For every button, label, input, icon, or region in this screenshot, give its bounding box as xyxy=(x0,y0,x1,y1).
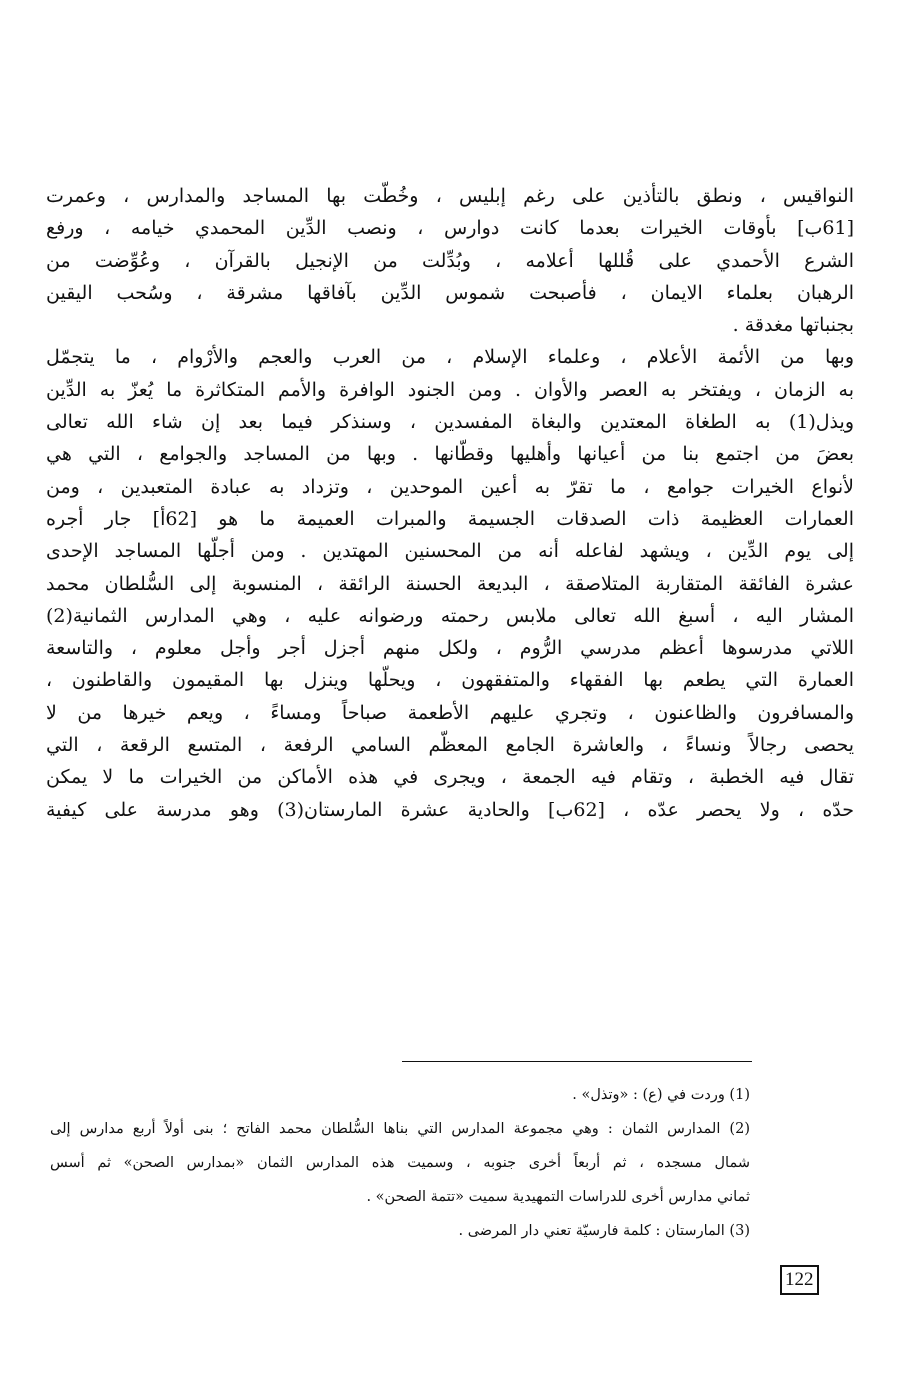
footnote-divider xyxy=(402,1061,752,1062)
text-line: والمسافرون والظاعنون ، وتجري عليهم الأطعمة صباحاً ومساءً ، ويعم خيرها من لا xyxy=(46,701,854,724)
text-line: الشرع الأحمدي على قُللها أعلامه ، وبُدِّلت من الإنجيل بالقرآن ، وعُوِّضت من xyxy=(46,249,854,272)
footnote-line: شمال مسجده ، ثم أربعاً أخرى جنوبه ، وسميت هذه المدارس الثمان «بمدارس الصحن» ثم أسس xyxy=(50,1155,750,1171)
footnotes xyxy=(50,1078,750,1248)
text-line: النواقيس ، ونطق بالتأذين على رغم إبليس ، وخُطّت بها المساجد والمدارس ، وعمرت xyxy=(46,185,854,207)
text-line: إلى يوم الدِّين ، ويشهد لفاعله أنه من المحسنين المهتدين . ومن أجلّها المساجد الإحدى xyxy=(46,540,854,563)
text-line: العمارة التي يطعم بها الفقهاء والمتفقهون ، ويحلّها وينزل بها المقيمون والقاطنون ، xyxy=(46,669,854,692)
text-line: العمارات العظيمة ذات الصدقات الجسيمة والمبرات العميمة ما هو [62أ] جار أجره xyxy=(46,507,854,530)
text-line: يحصى رجالاً ونساءً ، والعاشرة الجامع المعظّم السامي الرفعة ، المتسع الرقعة ، التي xyxy=(46,734,854,757)
text-line: وبها من الأئمة الأعلام ، وعلماء الإسلام ، من العرب والعجم والأرْوام ، ما يتجمّل xyxy=(46,346,854,369)
text-line: بعضَ من اجتمع بنا من أعيانها وأهليها وقطّانها . وبها من المساجد والجوامع ، التي هي xyxy=(46,443,854,466)
text-line: المشار اليه ، أسبغ الله تعالى ملابس رحمته ورضوانه عليه ، وهي المدارس الثمانية(2) xyxy=(46,604,854,627)
text-line: ويذل(1) به الطغاة المعتدين والبغاة المفسدين ، وسنذكر فيما بعد إن شاء الله تعالى xyxy=(46,411,854,434)
text-line: اللاتي مدرسوها أعظم مدرسي الرُّوم ، ولكل منهم أجزل أجر وأجل معلوم ، والتاسعة xyxy=(46,637,854,660)
text-line: عشرة الفائقة المتقاربة المتلاصقة ، البديعة الحسنة الرائقة ، المنسوبة إلى السُّلطان محمد xyxy=(46,572,854,595)
footnote-line: (3) المارستان : كلمة فارسيّة تعني دار المرضى . xyxy=(458,1223,750,1239)
text-line: الرهبان بعلماء الايمان ، فأصبحت شموس الدِّين بآفاقها مشرقة ، وسُحب اليقين xyxy=(46,281,854,304)
text-line: لأنواع الخيرات جوامع ، ما تقرّ به أعين الموحدين ، وتزداد به عبادة المتعبدين ، ومن xyxy=(46,475,854,498)
footnote-line: (2) المدارس الثمان : وهي مجموعة المدارس التي بناها السُّلطان محمد الفاتح ؛ بنى أولاً أربع مدارس إلى xyxy=(50,1121,750,1137)
page-number: 122 xyxy=(780,1265,819,1295)
main-text xyxy=(46,180,854,826)
text-line: حدّه ، ولا يحصر عدّه ، [62ب] والحادية عشرة المارستان(3) وهو مدرسة على كيفية xyxy=(46,798,854,821)
footnote-line: (1) وردت في (ع) : «وتذل» . xyxy=(572,1087,750,1103)
text-line: تقال فيه الخطبة ، وتقام فيه الجمعة ، ويجرى في هذه الأماكن من الخيرات ما لا يمكن xyxy=(46,766,854,789)
text-line: [61ب] بأوقات الخيرات بعدما كانت دوارس ، ونصب الدِّين المحمدي خيامه ، ورفع xyxy=(46,217,854,240)
text-line: به الزمان ، ويفتخر به العصر والأوان . ومن الجنود الوافرة والأمم المتكاثرة ما يُعزّ به الدِّين xyxy=(46,378,854,401)
footnote-line: ثماني مدارس أخرى للدراسات التمهيدية سميت «تتمة الصحن» . xyxy=(366,1189,750,1205)
text-line: بجنباتها مغدقة . xyxy=(732,314,854,337)
